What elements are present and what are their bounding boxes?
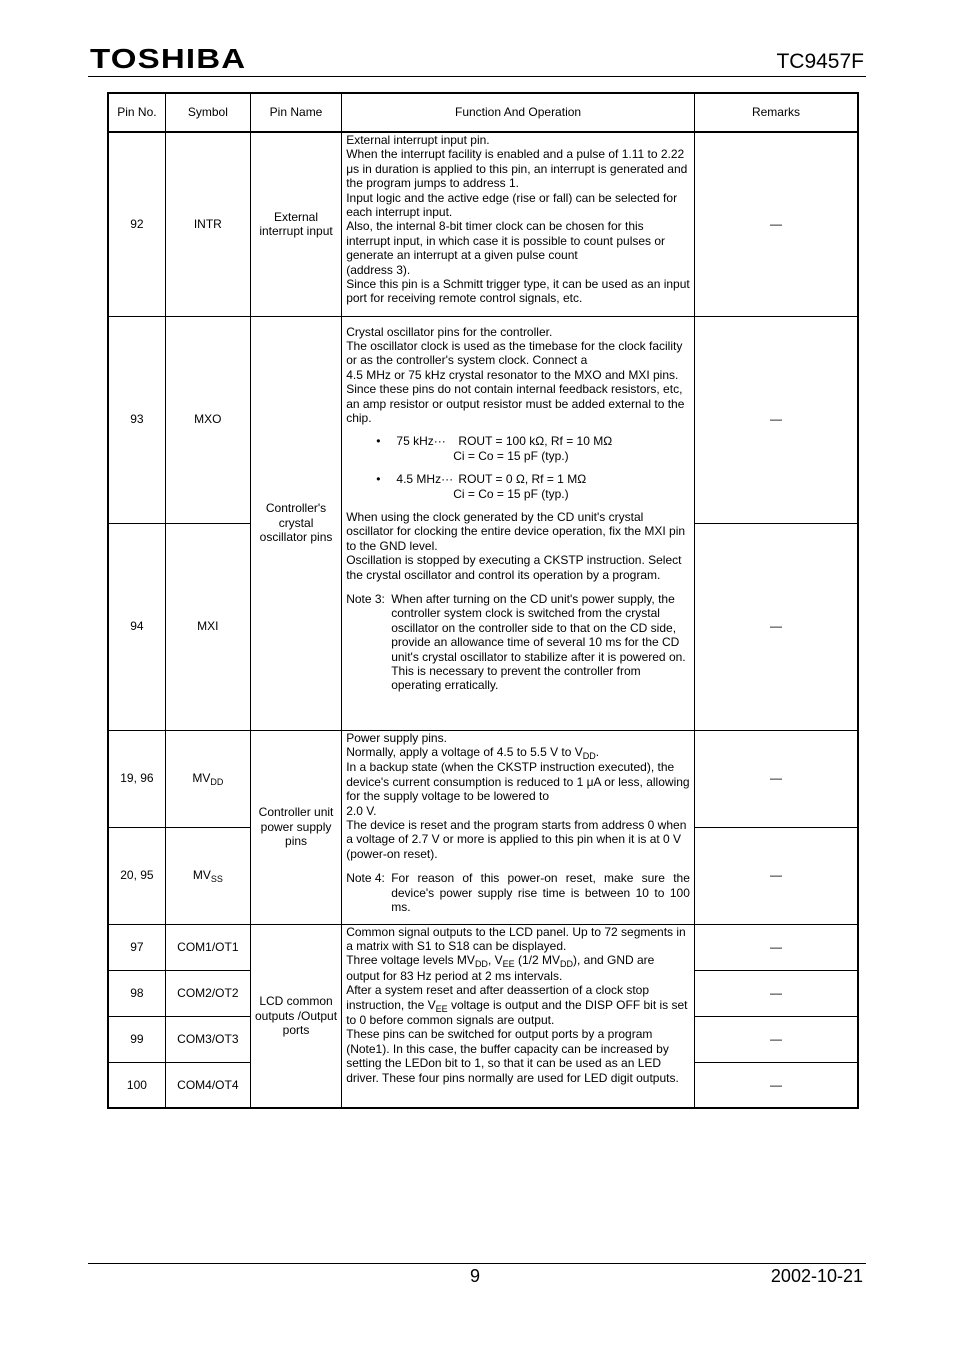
pin-symbol: INTR (165, 132, 250, 316)
header-symbol: Symbol (165, 93, 250, 132)
text-run: ), and GND are output for 83 Hz period at 2 ms intervals. (346, 953, 655, 983)
text-run: voltage is output and the DISP OFF bit is set to 0 before common signals are output. (346, 997, 688, 1027)
text-run: , V (487, 953, 503, 968)
bullet-label: 4.5 MHz··· (396, 472, 454, 487)
pin-remarks: — (694, 1062, 858, 1108)
pin-number: 92 (108, 132, 165, 316)
pin-number: 19, 96 (108, 730, 165, 827)
toshiba-logo: TOSHIBA (90, 43, 247, 74)
text-subscript: DD (559, 959, 573, 970)
text-run: . (595, 744, 600, 759)
pin-symbol: MXO (165, 316, 250, 523)
header-pin-no: Pin No. (108, 93, 165, 132)
text-subscript: EE (435, 1003, 448, 1014)
pin-remarks: — (694, 523, 858, 730)
text-subscript: DD (582, 750, 596, 761)
lcd-text-4: These pins can be switched for output ports by a program (Note1). In this case, the buffer capacity can be increased by setting the LEDon bit to 1, so that it can be used as an LED driver. These four pins normally are used for LED digit outputs. (346, 1027, 679, 1085)
pin-name: Controller unit power supply pins (250, 730, 341, 924)
pin-symbol: COM3/OT3 (165, 1016, 250, 1062)
bullet-dot: • (376, 434, 381, 449)
bullet-75khz (346, 434, 690, 463)
text-run: (1/2 MV (514, 953, 560, 968)
note-label: Note 3: (346, 592, 385, 606)
power-text-3: In a backup state (when the CKSTP instruction executed), the device's current consumption is reduced to 1 μA or less, allowing for the supply voltage to be lowered to 2.0 V. The device is reset and the program starts from address 0 when a voltage of 2.7 V or more is applied to this pin when it is at 0 V (power-on reset). (346, 760, 690, 861)
page-number: 9 (470, 1266, 481, 1286)
text-subscript: DD (474, 959, 488, 970)
table-row (108, 924, 858, 970)
symbol-base: MV (192, 770, 211, 785)
pin-function: External interrupt input pin. When the interrupt facility is enabled and a pulse of 1.11 to 2.22 μs in duration is applied to this pin, an interrupt is generated and the program jumps to address 1. Input logic and the active edge (rise or fall) can be selected for each interrupt input. Also, the internal 8-bit timer clock can be chosen for this interrupt input, in which case it is possible to count pulses or generate an interrupt at a given pulse count (address 3). Since this pin is a Schmitt trigger type, it can be used as an input port for receiving remote control signals, etc. (342, 132, 695, 316)
pin-remarks: — (694, 316, 858, 523)
pin-remarks: — (694, 827, 858, 924)
pin-number: 94 (108, 523, 165, 730)
pin-function (342, 316, 695, 730)
note-label: Note 4: (346, 871, 385, 886)
pin-symbol: MXI (165, 523, 250, 730)
footer-rule (88, 1263, 866, 1264)
pin-number: 100 (108, 1062, 165, 1108)
lcd-text-3 (346, 983, 690, 1027)
text-run: Normally, apply a voltage of 4.5 to 5.5 V to V (346, 744, 583, 759)
bullet-line: ROUT = 0 Ω, Rf = 1 MΩ (458, 472, 587, 487)
lcd-text-2 (346, 953, 690, 983)
osc-intro-text: Crystal oscillator pins for the controller. The oscillator clock is used as the timebase for the clock facility or as the controller's system clock. Connect a 4.5 MHz or 75 kHz crystal resonator to the MXO and MXI pins. Since these pins do not contain internal feedback resistors, etc, an amp resistor or output resistor must be added external to the chip. (346, 324, 685, 425)
note-4 (346, 871, 690, 914)
pin-name: Controller's crystal oscillator pins (250, 316, 341, 730)
osc-after-text: When using the clock generated by the CD unit's crystal oscillator for clocking the entire device operation, fix the MXI pin to the GND level. Oscillation is stopped by executing a CKSTP instruction. Select the crystal oscillator and control its operation by a program. (346, 509, 686, 582)
note-text: When after turning on the CD unit's power supply, the controller system clock is switched from the crystal oscillator on the controller side to that on the CD side, provide an allowance time of several 10 ms for the CD unit's crystal oscillator to stabilize after it is powered on. This is necessary to prevent the controller from operating erratically. (391, 592, 686, 693)
pin-remarks: — (694, 970, 858, 1016)
power-text-1: Power supply pins. (346, 730, 447, 745)
bullet-line: Ci = Co = 15 pF (typ.) (453, 486, 569, 501)
pin-remarks: — (694, 730, 858, 827)
text-run: Three voltage levels MV (346, 953, 475, 968)
pin-number: 97 (108, 924, 165, 970)
pin-remarks: — (694, 924, 858, 970)
bullet-label: 75 kHz··· (396, 434, 446, 449)
part-number: TC9457F (776, 50, 864, 73)
table-row (108, 730, 858, 827)
pin-number: 99 (108, 1016, 165, 1062)
bullet-line: ROUT = 100 kΩ, Rf = 10 MΩ (458, 434, 613, 449)
pin-symbol: COM2/OT2 (165, 970, 250, 1016)
symbol-base: MV (192, 867, 211, 882)
pin-number: 20, 95 (108, 827, 165, 924)
pin-name: LCD common outputs /Output ports (250, 924, 341, 1108)
bullet-line: Ci = Co = 15 pF (typ.) (453, 448, 569, 463)
pin-remarks: — (694, 132, 858, 316)
power-text-2 (346, 745, 690, 760)
pin-symbol: COM4/OT4 (165, 1062, 250, 1108)
pin-function (342, 730, 695, 924)
pin-symbol (165, 827, 250, 924)
header-pin-name: Pin Name (250, 93, 341, 132)
table-row (108, 132, 858, 316)
text-subscript: EE (502, 959, 515, 970)
pin-remarks: — (694, 1016, 858, 1062)
pin-number: 93 (108, 316, 165, 523)
symbol-subscript: SS (210, 873, 223, 884)
text-run: After a system reset and after deassertion of a clock stop instruction, the V (346, 983, 650, 1012)
header-remarks: Remarks (694, 93, 858, 132)
pin-symbol: COM1/OT1 (165, 924, 250, 970)
pin-function-table (107, 92, 859, 1109)
bullet-dot: • (376, 472, 381, 487)
pin-symbol (165, 730, 250, 827)
note-text: For reason of this power-on reset, make sure the device's power supply rise time is between 10 to 100 ms. (391, 871, 690, 914)
symbol-subscript: DD (210, 776, 224, 787)
table-row (108, 316, 858, 523)
header-rule (88, 76, 866, 77)
table-header-row (108, 93, 858, 132)
header-function: Function And Operation (342, 93, 695, 132)
document-date: 2002-10-21 (770, 1266, 863, 1286)
lcd-text-1: Common signal outputs to the LCD panel. Up to 72 segments in a matrix with S1 to S18 can be displayed. (346, 924, 686, 953)
pin-function (342, 924, 695, 1108)
note-3 (346, 592, 690, 693)
bullet-4-5mhz (346, 472, 690, 501)
pin-number: 98 (108, 970, 165, 1016)
pin-name: External interrupt input (250, 132, 341, 316)
